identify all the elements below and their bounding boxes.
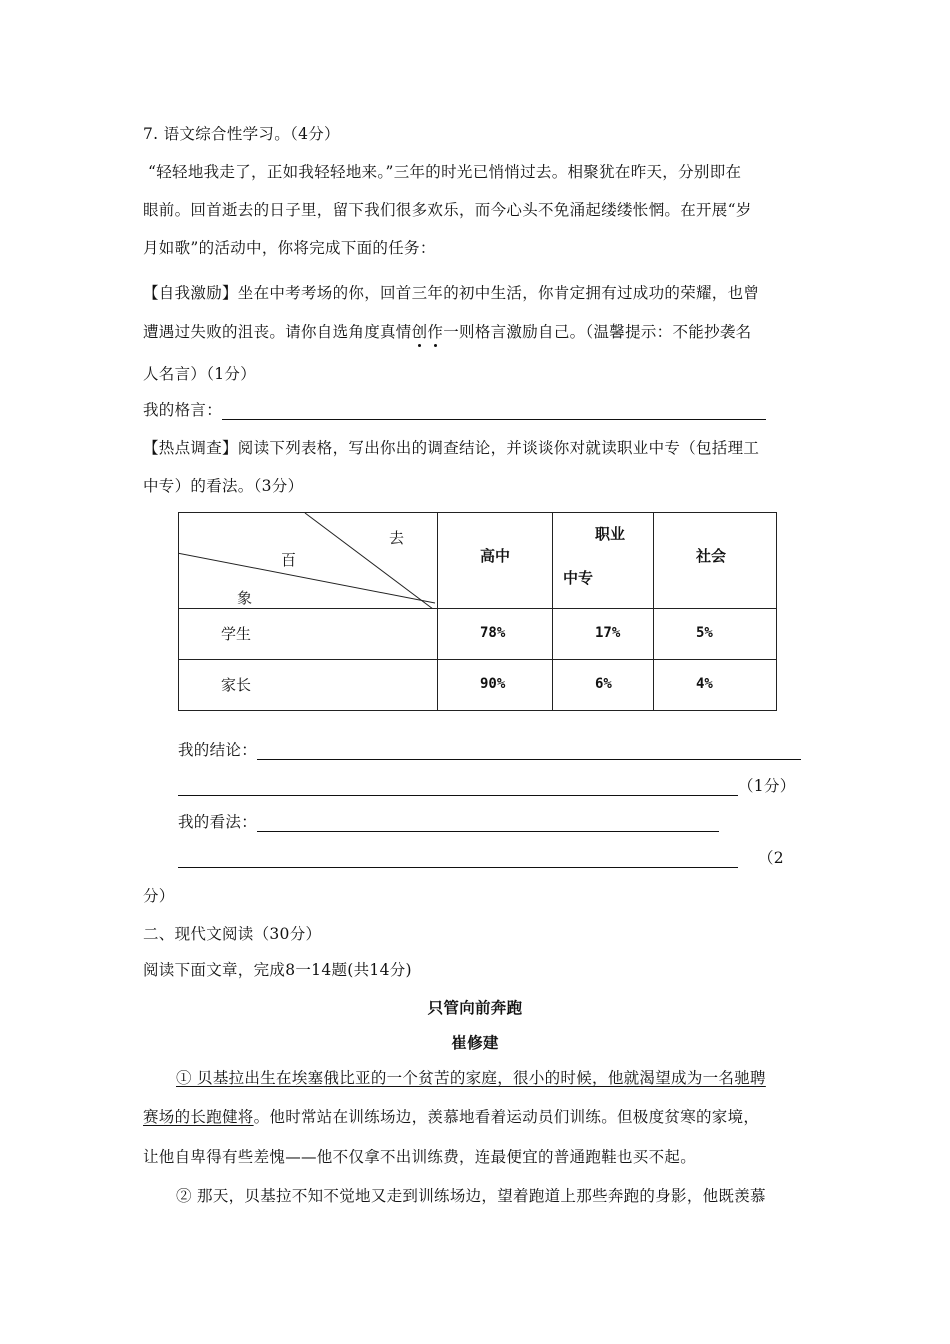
- opinion-blank-1[interactable]: [257, 815, 719, 832]
- conclusion-score: （1分）: [738, 777, 796, 795]
- motto-label: 我的格言：: [143, 401, 223, 419]
- row-label-cell: [179, 660, 438, 711]
- opinion-score-tail: 分）: [143, 887, 175, 905]
- opinion-label: 我的看法：: [178, 813, 258, 831]
- survey-table: [178, 512, 777, 711]
- motto-answer-blank[interactable]: [222, 403, 766, 420]
- header-society-label: 社会: [696, 547, 727, 565]
- underlined-sentence-b: 赛场的长跑健将: [143, 1108, 254, 1126]
- value-cell: [654, 660, 777, 711]
- conclusion-row: [178, 740, 801, 760]
- conclusion-blank-2[interactable]: [178, 779, 738, 796]
- opinion-row: [178, 812, 719, 832]
- conclusion-label: 我的结论：: [178, 741, 258, 759]
- section-2-instruction: 阅读下面文章，完成8一14题(共14分): [143, 961, 412, 979]
- header-high-school: [438, 513, 553, 609]
- row-label: 学生: [221, 625, 252, 643]
- diagonal-header-cell: [179, 513, 438, 609]
- row-label: 家长: [221, 676, 252, 694]
- opinion-score: （2: [758, 849, 784, 867]
- table-row: [179, 609, 777, 660]
- motto-row: [143, 400, 766, 420]
- task1-line-2: [143, 322, 752, 342]
- task1-line-3: 人名言）（1分）: [143, 365, 257, 383]
- header-vocational-label-b: 中专: [563, 569, 594, 587]
- task2-line-2: 中专）的看法。（3分）: [143, 477, 304, 495]
- header-society: [654, 513, 777, 609]
- emphasis-char-1: 创: [411, 323, 428, 341]
- article-title: 只管向前奔跑: [427, 999, 523, 1017]
- task1-line-2-pre: 遭遇过失败的沮丧。请你自选角度真情: [143, 323, 412, 341]
- paragraph-1-line-2: [143, 1107, 759, 1127]
- table-row: [179, 660, 777, 711]
- value: 5%: [696, 625, 713, 641]
- value-cell: [553, 609, 654, 660]
- section-2-title: 二、现代文阅读（30分）: [143, 925, 322, 943]
- paragraph-2-line-1: ② 那天，贝基拉不知不觉地又走到训练场边，望着跑道上那些奔跑的身影，他既羡慕: [176, 1187, 766, 1205]
- value-cell: [438, 609, 553, 660]
- value: 17%: [595, 625, 621, 641]
- value: 78%: [480, 625, 506, 641]
- task2-line-1: 【热点调查】阅读下列表格，写出你出的调查结论，并谈谈你对就读职业中专（包括理工: [143, 439, 760, 457]
- corner-label-mid: 百: [281, 551, 297, 569]
- value: 4%: [696, 676, 713, 692]
- conclusion-row-2: [178, 776, 796, 796]
- article-author: 崔修建: [451, 1034, 499, 1052]
- paragraph-1-rest: 。他时常站在训练场边，羡慕地看着运动员们训练。但极度贫寒的家境，: [253, 1108, 760, 1126]
- emphasis-char-2: 作: [427, 323, 444, 341]
- paragraph-1-line-1: [176, 1068, 766, 1088]
- corner-label-top: 去: [389, 529, 405, 547]
- value: 6%: [595, 676, 612, 692]
- value: 90%: [480, 676, 506, 692]
- value-cell: [654, 609, 777, 660]
- header-vocational: [553, 513, 654, 609]
- corner-label-bottom: 象: [237, 589, 253, 607]
- header-high-school-label: 高中: [480, 547, 511, 565]
- value-cell: [438, 660, 553, 711]
- task1-line-1: 【自我激励】坐在中考考场的你，回首三年的初中生活，你肯定拥有过成功的荣耀，也曾: [143, 284, 760, 302]
- question-7-title: 7. 语文综合性学习。（4分）: [143, 125, 340, 143]
- value-cell: [553, 660, 654, 711]
- opinion-row-2: [178, 848, 784, 868]
- paragraph-1-line-3: 让他自卑得有些差愧——他不仅拿不出训练费，连最便宜的普通跑鞋也买不起。: [143, 1148, 697, 1166]
- opinion-blank-2[interactable]: [178, 851, 738, 868]
- underlined-sentence-a: ① 贝基拉出生在埃塞俄比亚的一个贫苦的家庭，很小的时候，他就渴望成为一名驰聘: [176, 1069, 766, 1087]
- header-vocational-label-a: 职业: [595, 525, 626, 543]
- intro-line-2: 眼前。回首逝去的日子里，留下我们很多欢乐，而今心头不免涌起缕缕怅惘。在开展“岁: [143, 201, 752, 219]
- intro-line-1: “轻轻地我走了，正如我轻轻地来。”三年的时光已悄悄过去。相聚犹在昨天，分别即在: [148, 163, 742, 181]
- conclusion-blank-1[interactable]: [257, 743, 801, 760]
- intro-line-3: 月如歌”的活动中，你将完成下面的任务：: [143, 239, 436, 257]
- task1-line-2-post: 一则格言激励自己。（温馨提示：不能抄袭名: [443, 323, 752, 341]
- row-label-cell: [179, 609, 438, 660]
